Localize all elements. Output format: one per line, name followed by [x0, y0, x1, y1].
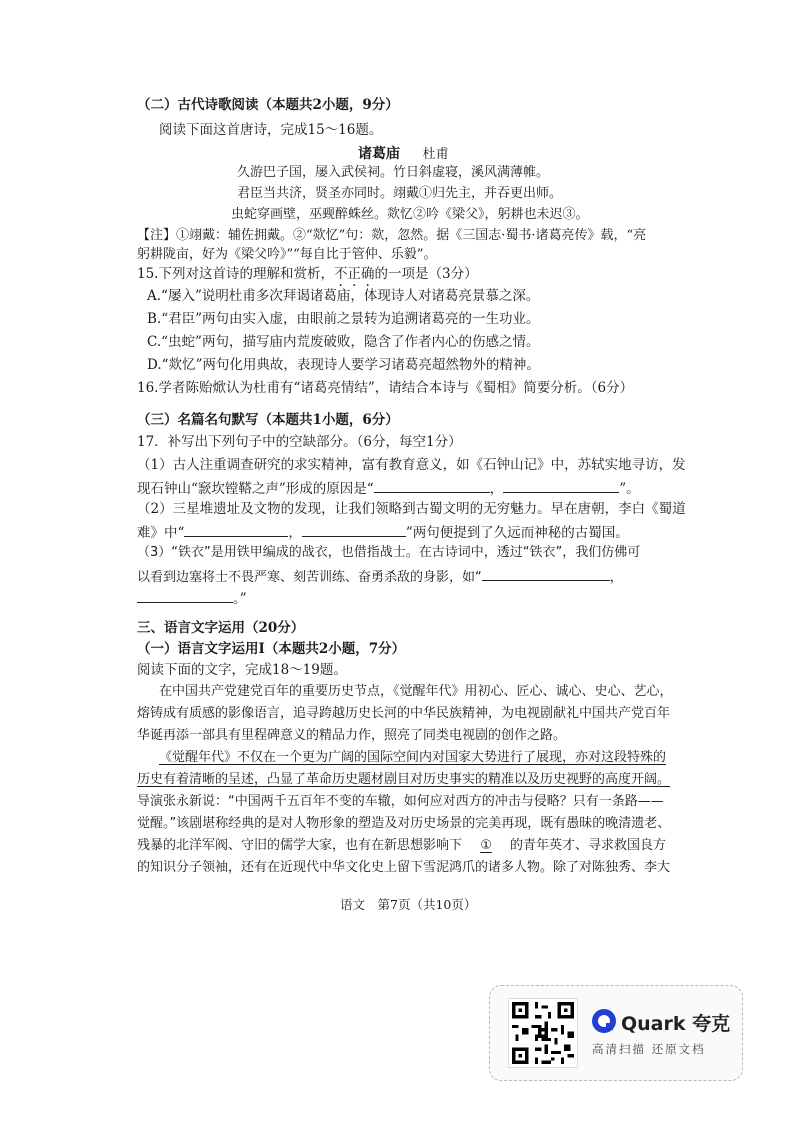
passage-text: 的青年英才、寻求救国良方	[510, 838, 667, 853]
passage-line-underlined	[159, 749, 666, 767]
emphasis-char: 确	[360, 266, 375, 282]
option-d: D.“欻忆”两句化用典故，表现诗人要学习诸葛亮超然物外的精神。	[147, 357, 540, 373]
item1-comma: ，	[489, 481, 504, 497]
answer-blank[interactable]	[302, 522, 406, 537]
option-a: A.“屡入”说明杜甫多次拜谒诸葛庙，体现诗人对诸葛亮景慕之深。	[147, 288, 540, 304]
passage-line	[137, 837, 666, 855]
item3-comma: ，	[609, 570, 623, 585]
question-15	[137, 265, 478, 283]
item3-text: 以看到边塞将士不畏严寒、刻苦训练、奋勇杀敌的身影，如“	[137, 570, 482, 585]
passage-line: 导演张永新说：“中国两千五百年不变的车辙，如何应对西方的冲击与侵略？只有一条路——	[137, 794, 664, 809]
underlined-sentence: 历史有着清晰的呈述，凸显了革命历史题材剧目对历史事实的精准以及历史视野的高度开阔。	[137, 772, 671, 787]
answer-blank[interactable]	[503, 478, 619, 493]
section2-heading: （二）古代诗歌阅读（本题共2小题，9分）	[137, 97, 399, 113]
poem-note: 躬耕陇亩，好为《梁父吟》”“每自比于管仲、乐毅”。	[137, 247, 437, 262]
question-15-prefix: 15.下列对这首诗的理解和赏析，	[137, 266, 334, 282]
item3-line1: （3）“铁衣”是用铁甲编成的战衣，也借指战士。在古诗词中，透过“铁衣”，我们仿佛可	[137, 545, 641, 560]
section2-instruction: 阅读下面这首唐诗，完成15～16题。	[159, 122, 383, 138]
page-footer: 语文 第7页（共10页）	[340, 897, 477, 912]
item1-line2	[137, 478, 640, 498]
question-17: 17．补写出下列句子中的空缺部分。（6分，每空1分）	[137, 434, 462, 450]
part3-subheading: （一）语言文字运用Ⅰ（本题共2小题，7分）	[137, 641, 406, 657]
poem-line: 虫蛇穿画壁，巫觋醉蛛丝。欻忆②吟《梁父》，躬耕也未迟③。	[231, 207, 589, 222]
option-c: C.“虫蛇”两句，描写庙内荒废破败，隐含了作者内心的伤感之情。	[147, 334, 540, 350]
poem-line: 久游巴子国，屡入武侯祠。竹日斜虚寝，溪风满薄帷。	[237, 165, 550, 180]
passage-line: 在中国共产党建党百年的重要历史节点，《觉醒年代》用初心、匠心、诚心、史心、艺心，	[159, 684, 673, 699]
underlined-sentence: 《觉醒年代》不仅在一个更为广阔的国际空间内对国家大势进行了展现，亦对这段特殊的	[159, 750, 667, 765]
poem-note: 【注】①翊戴：辅佐拥戴。②“欻忆”句：欻，忽然。据《三国志·蜀书·诸葛亮传》载，“亮	[137, 228, 647, 243]
question-15-suffix: 的一项是（3分）	[374, 266, 478, 282]
quark-logo-icon	[591, 1008, 617, 1034]
answer-blank[interactable]	[374, 478, 490, 493]
item3-end: 。”	[233, 591, 247, 607]
item2-line1: （2）三星堆遗址及文物的发现，让我们领略到古蜀文明的无穷魅力。早在唐朝，李白《蜀道	[137, 501, 686, 517]
answer-blank[interactable]	[137, 588, 233, 603]
item1-line1: （1）古人注重调查研究的求实精神，富有教育意义，如《石钟山记》中，苏轼实地寻访，发	[137, 457, 686, 473]
passage-line: 熔铸成有质感的影像语言，追寻跨越历史长河的中华民族精神，为电视剧献礼中国共产党百年	[137, 706, 671, 721]
item2-text: 难》中“	[137, 525, 185, 541]
quark-slogan: 高清扫描 还原文档	[592, 1042, 706, 1056]
passage-text: 残暴的北洋军阀、守旧的儒学大家，也有在新思想影响下	[137, 838, 463, 853]
section3-heading: （三）名篇名句默写（本题共1小题，6分）	[137, 412, 399, 428]
item1-end: ”。	[619, 481, 640, 497]
item2-line2	[137, 522, 629, 542]
quark-brand: Quark 夸克	[621, 1013, 731, 1035]
passage-line-underlined	[137, 771, 670, 789]
item3-line2	[137, 566, 623, 587]
item2-comma: ，	[288, 525, 302, 541]
poem-line: 君臣当共济，贤圣亦同时。翊戴①归先主，并吞更出师。	[237, 186, 563, 201]
blank-1[interactable]: ①	[480, 838, 492, 853]
item1-text: 现石钟山“窾坎镗鞳之声”形成的原因是“	[137, 481, 374, 497]
question-16: 16.学者陈贻焮认为杜甫有“诸葛亮情结”，请结合本诗与《蜀相》简要分析。（6分）	[137, 380, 634, 396]
part3-heading: 三、语言文字运用（20分）	[137, 620, 305, 636]
option-b: B.“君臣”两句由实入虚，由眼前之景转为追溯诸葛亮的一生功业。	[147, 311, 540, 327]
answer-blank[interactable]	[482, 566, 610, 581]
answer-blank[interactable]	[184, 522, 288, 537]
qr-code-icon	[508, 998, 578, 1068]
item2-end: ”两句便提到了久远而神秘的古蜀国。	[405, 525, 629, 541]
poem-title: 诸葛庙	[358, 146, 400, 162]
poem-author: 杜甫	[422, 147, 449, 162]
part3-instruction: 阅读下面的文字，完成18～19题。	[137, 662, 347, 678]
passage-line: 的知识分子领袖，还有在近现代中华文化史上留下雪泥鸿爪的诸多人物。除了对陈独秀、李大	[137, 860, 671, 875]
passage-line: 觉醒。”该剧堪称经典的是对人物形象的塑造及对历史场景的完美再现，既有愚昧的晚清遗老、	[137, 816, 671, 831]
poem-title-row	[358, 145, 449, 164]
emphasis-char: 不	[333, 266, 348, 282]
passage-line: 华诞再添一部具有里程碑意义的精品力作，照亮了同类电视剧的创作之路。	[137, 728, 567, 743]
item3-line3	[137, 588, 247, 608]
emphasis-char: 正	[347, 266, 361, 282]
